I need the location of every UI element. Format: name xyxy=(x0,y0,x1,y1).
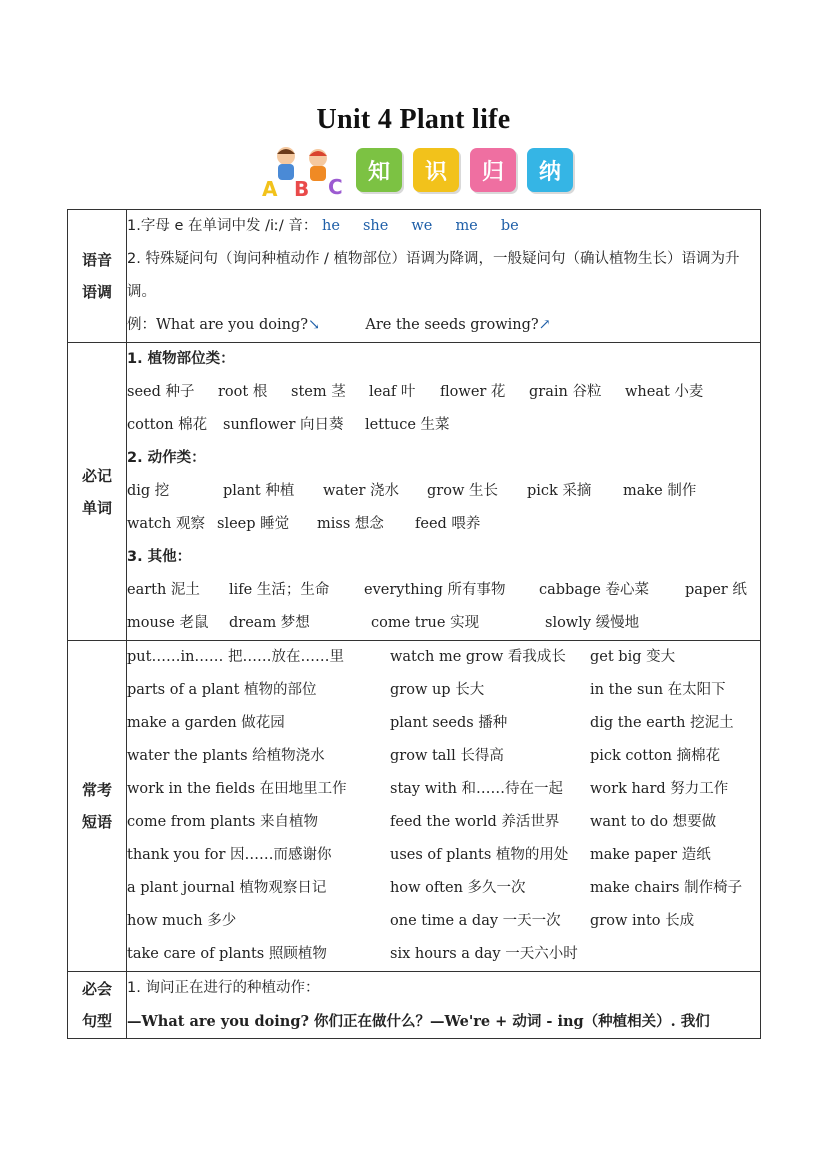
phrase-item: six hours a day 一天六小时 xyxy=(390,946,578,962)
vocab-item: wheat 小麦 xyxy=(625,384,704,400)
badge-zhi: 知 xyxy=(356,148,402,192)
phonics-word: me xyxy=(455,218,478,234)
badge-shi: 识 xyxy=(413,148,459,192)
abc-letter-c: C xyxy=(328,175,343,198)
phrase-item: plant seeds 播种 xyxy=(390,715,508,731)
vocab-list xyxy=(127,475,760,508)
phrase-line xyxy=(127,839,760,872)
rising-arrow-icon: ↗ xyxy=(538,317,551,333)
phrase-item: take care of plants 照顾植物 xyxy=(127,946,327,962)
vocab-row xyxy=(68,343,761,641)
sentence-line-1: 1. 询问正在进行的种植动作： xyxy=(127,980,320,996)
vocab-item: leaf 叶 xyxy=(369,384,416,400)
phonics-word: be xyxy=(500,218,519,234)
vocab-list xyxy=(127,508,760,541)
vocab-item: paper 纸 xyxy=(685,582,747,598)
vocab-heading: 3. 其他： xyxy=(127,549,192,565)
vocab-item: dream 梦想 xyxy=(229,615,310,631)
vocab-item: dig 挖 xyxy=(127,483,170,499)
phrase-line xyxy=(127,905,760,938)
phrase-line xyxy=(127,674,760,707)
phrase-item: come from plants 来自植物 xyxy=(127,814,318,830)
phrase-list xyxy=(127,641,760,971)
phrase-item: get big 变大 xyxy=(590,649,676,665)
phonics-line-1: 1.字母 e 在单词中发 /iː/ 音： he she we me be xyxy=(127,218,519,234)
vocab-item: flower 花 xyxy=(440,384,506,400)
vocab-item: mouse 老鼠 xyxy=(127,615,209,631)
sentences-content xyxy=(127,972,761,1039)
vocab-item: cotton 棉花 xyxy=(127,417,208,433)
vocab-item: earth 泥土 xyxy=(127,582,200,598)
phrase-item: make a garden 做花园 xyxy=(127,715,285,731)
vocab-list xyxy=(127,574,760,607)
vocab-item: feed 喂养 xyxy=(415,516,481,532)
vocab-item: grow 生长 xyxy=(427,483,498,499)
phrase-line xyxy=(127,938,760,971)
phonics-content xyxy=(127,210,761,343)
phrase-line xyxy=(127,740,760,773)
phonics-word: he xyxy=(322,218,340,234)
vocab-item: life 生活；生命 xyxy=(229,582,330,598)
vocab-heading: 2. 动作类： xyxy=(127,450,206,466)
vocab-label: 必记 单词 xyxy=(68,343,127,641)
vocab-item: root 根 xyxy=(218,384,268,400)
page-title: Unit 4 Plant life xyxy=(316,104,511,135)
phrase-item: how often 多久一次 xyxy=(390,880,526,896)
vocab-list xyxy=(127,607,760,640)
phonics-word: she xyxy=(362,218,389,234)
sentences-label: 必会 句型 xyxy=(68,972,127,1039)
phrase-item: watch me grow 看我成长 xyxy=(390,649,566,665)
knowledge-table xyxy=(67,209,761,1039)
phonics-line-2: 2. 特殊疑问句（询问种植动作 / 植物部位）语调为降调，一般疑问句（确认植物生长）语调为升调。 xyxy=(127,251,740,300)
sentence-line-2: —What are you doing? 你们正在做什么？—We're + 动词 - ing（种植相关）. 我们 xyxy=(127,1013,710,1030)
badge-na: 纳 xyxy=(527,148,573,192)
abc-letter-a: A xyxy=(262,177,278,198)
vocab-item: watch 观察 xyxy=(127,516,205,532)
phrase-line xyxy=(127,773,760,806)
phrases-row xyxy=(68,641,761,972)
vocab-item: sunflower 向日葵 xyxy=(223,417,344,433)
phrase-item: one time a day 一天一次 xyxy=(390,913,561,929)
phonics-row xyxy=(68,210,761,343)
phrase-item: in the sun 在太阳下 xyxy=(590,682,726,698)
vocab-item: pick 采摘 xyxy=(527,483,592,499)
badge-gui: 归 xyxy=(470,148,516,192)
phrase-line xyxy=(127,806,760,839)
vocab-item: come true 实现 xyxy=(371,615,480,631)
phrase-item: how much 多少 xyxy=(127,913,237,929)
phrase-item: want to do 想要做 xyxy=(590,814,717,830)
knowledge-summary-banner xyxy=(256,144,586,198)
abc-letter-b: B xyxy=(294,177,310,198)
phrase-item: stay with 和……待在一起 xyxy=(390,781,564,797)
phrase-item: grow up 长大 xyxy=(390,682,485,698)
phrases-content xyxy=(127,641,761,972)
phrase-item: uses of plants 植物的用处 xyxy=(390,847,569,863)
phrase-line xyxy=(127,641,760,674)
phonics-word: we xyxy=(411,218,433,234)
phrase-item: dig the earth 挖泥土 xyxy=(590,715,734,731)
vocab-item: stem 茎 xyxy=(291,384,346,400)
vocab-item: water 浇水 xyxy=(323,483,400,499)
falling-arrow-icon: ↘ xyxy=(308,317,321,333)
vocab-item: lettuce 生菜 xyxy=(365,417,450,433)
phrase-line xyxy=(127,707,760,740)
vocab-item: cabbage 卷心菜 xyxy=(539,582,649,598)
vocab-item: miss 想念 xyxy=(317,516,384,532)
vocab-item: seed 种子 xyxy=(127,384,195,400)
vocab-heading: 1. 植物部位类： xyxy=(127,351,235,367)
sentences-row xyxy=(68,972,761,1039)
phrase-item: grow tall 长得高 xyxy=(390,748,504,764)
phrase-item: put……in…… 把……放在……里 xyxy=(127,649,345,665)
phonics-line-3: 例：What are you doing?↘ Are the seeds growing?↗ xyxy=(127,317,551,333)
phrase-item: grow into 长成 xyxy=(590,913,695,929)
phrase-item: thank you for 因……而感谢你 xyxy=(127,847,332,863)
vocab-list xyxy=(127,409,760,442)
vocab-item: grain 谷粒 xyxy=(529,384,602,400)
phrase-line xyxy=(127,872,760,905)
vocab-list xyxy=(127,376,760,409)
phrase-item: parts of a plant 植物的部位 xyxy=(127,682,317,698)
vocab-item: make 制作 xyxy=(623,483,697,499)
phrase-item: water the plants 给植物浇水 xyxy=(127,748,325,764)
phrase-item: work in the fields 在田地里工作 xyxy=(127,781,347,797)
vocab-item: sleep 睡觉 xyxy=(217,516,290,532)
phrase-item: make paper 造纸 xyxy=(590,847,711,863)
vocab-item: everything 所有事物 xyxy=(364,582,506,598)
phrase-item: feed the world 养活世界 xyxy=(390,814,560,830)
vocab-item: plant 种植 xyxy=(223,483,295,499)
phrase-item: make chairs 制作椅子 xyxy=(590,880,743,896)
phrase-item: pick cotton 摘棉花 xyxy=(590,748,721,764)
phrase-item: a plant journal 植物观察日记 xyxy=(127,880,327,896)
vocab-item: slowly 缓慢地 xyxy=(545,615,640,631)
vocab-content xyxy=(127,343,761,641)
phrases-label: 常考 短语 xyxy=(68,641,127,972)
children-abc-illustration-icon xyxy=(256,144,356,198)
phonics-label: 语音 语调 xyxy=(68,210,127,343)
phrase-item: work hard 努力工作 xyxy=(590,781,729,797)
